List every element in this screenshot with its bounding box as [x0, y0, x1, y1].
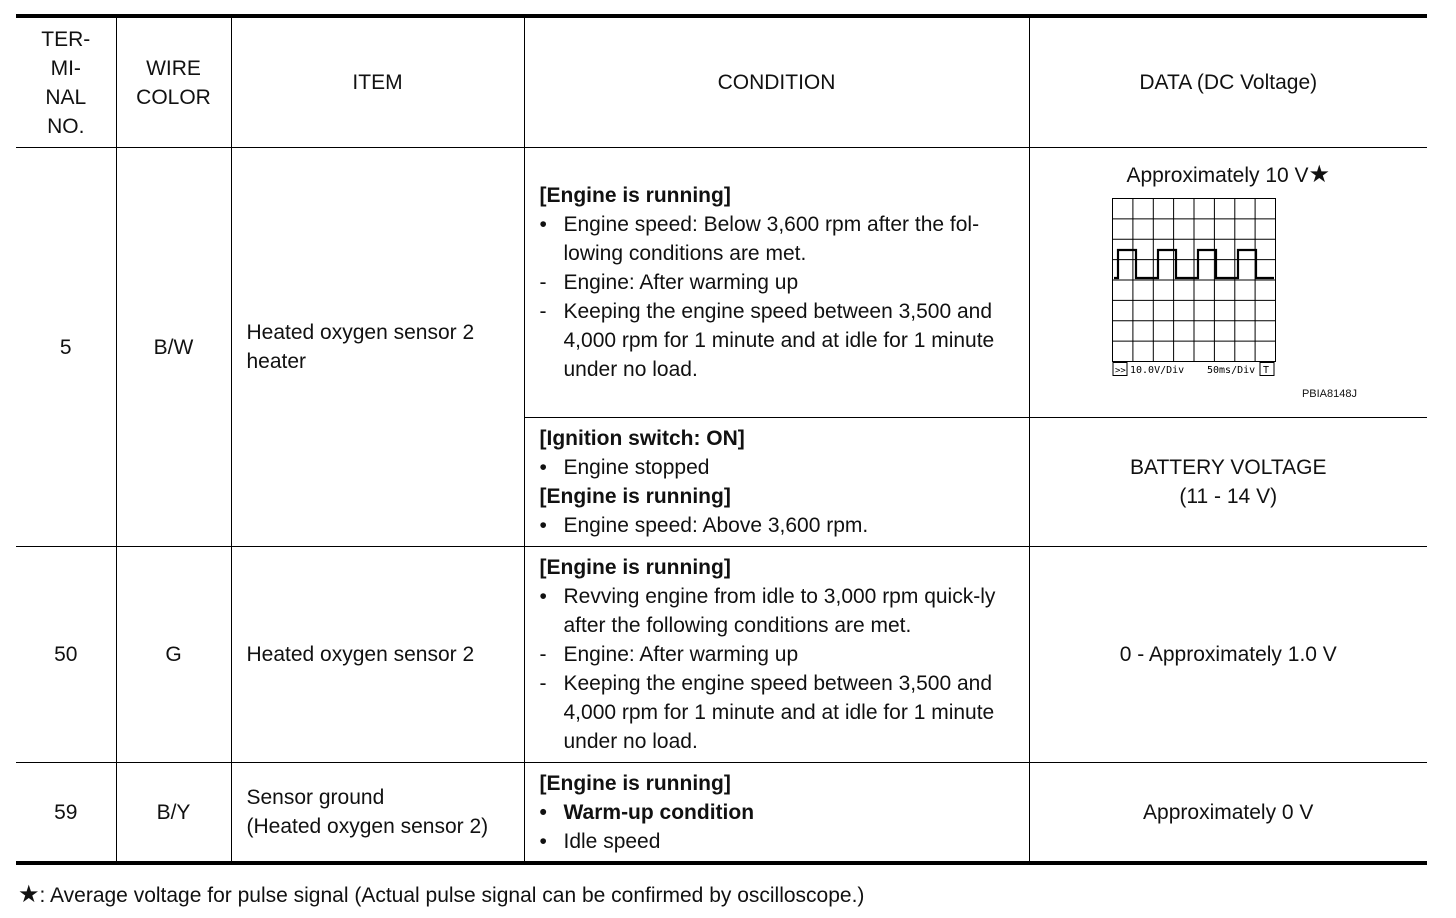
scope-trigger: T: [1262, 365, 1269, 376]
list-item: - Keeping the engine speed between 3,500 and 4,000 rpm for 1 minute and at idle for 1 minute under no load.: [539, 300, 995, 381]
table-row: [16, 763, 1427, 864]
table-row: [16, 148, 1427, 418]
terminal-data-table: [16, 14, 1427, 865]
table-row: [16, 547, 1427, 763]
data-cell: Approximately 0 V: [1029, 763, 1427, 864]
footnote-text: : Average voltage for pulse signal (Actual pulse signal can be confirmed by oscilloscope.): [39, 884, 865, 907]
condition-cell: [Engine is running] • Warm-up condition • Idle speed: [524, 763, 1029, 864]
list-item: - Engine: After warming up: [539, 271, 799, 294]
scope-time-div: 50ms/Div: [1206, 365, 1255, 376]
data-cell: [1029, 148, 1427, 418]
footnote: [18, 880, 864, 911]
condition-cell: [Ignition switch: ON] • Engine stopped [Engine is running] • Engine speed: Above 3,600 rpm.: [524, 418, 1029, 547]
list-item: • Idle speed: [539, 829, 661, 853]
terminal-number: 59: [16, 763, 116, 864]
header-data: DATA (DC Voltage): [1029, 16, 1427, 148]
item-name: Sensor ground (Heated oxygen sensor 2): [231, 763, 524, 864]
condition-cell: [Engine is running] • Engine speed: Below 3,600 rpm after the fol-lowing conditions are met. - Engine: After warming up - Keeping the engine speed between 3,500 and 4,000 rpm for 1 minute and at idle for 1 minute under no load.: [524, 148, 1029, 418]
wire-color: G: [116, 547, 231, 763]
item-name: Heated oxygen sensor 2: [231, 547, 524, 763]
condition-cell: [Engine is running] • Revving engine from idle to 3,000 rpm quick-ly after the following conditions are met. - Engine: After warming up - Keeping the engine speed between 3,500 and 4,000 rpm for 1 minute and at idle for 1 minute under no load.: [524, 547, 1029, 763]
data-cell: 0 - Approximately 1.0 V: [1029, 547, 1427, 763]
data-value: Approximately 10 V★: [1126, 161, 1331, 188]
header-terminal: TER- MI- NAL NO.: [16, 16, 116, 148]
item-name: Heated oxygen sensor 2 heater: [231, 148, 524, 547]
header-wire-color: WIRE COLOR: [116, 16, 231, 148]
scope-marker: >>: [1114, 366, 1126, 376]
list-item: • Engine stopped: [539, 456, 710, 479]
terminal-number: 50: [16, 547, 116, 763]
oscilloscope-waveform: [1112, 198, 1278, 378]
figure-id: PBIA8148J: [1301, 388, 1357, 400]
list-item: - Engine: After warming up: [539, 643, 799, 666]
list-item: • Warm-up condition: [539, 800, 755, 824]
star-icon: ★: [1308, 161, 1331, 188]
list-item: • Revving engine from idle to 3,000 rpm quick-ly after the following conditions are met.: [539, 585, 996, 637]
header-row: [16, 16, 1427, 148]
list-item: • Engine speed: Above 3,600 rpm.: [539, 514, 869, 537]
terminal-number: 5: [16, 148, 116, 547]
header-condition: CONDITION: [524, 16, 1029, 148]
wire-color: B/Y: [116, 763, 231, 864]
list-item: - Keeping the engine speed between 3,500 and 4,000 rpm for 1 minute and at idle for 1 minute under no load.: [539, 672, 995, 753]
header-item: ITEM: [231, 16, 524, 148]
scope-volt-div: 10.0V/Div: [1129, 365, 1184, 376]
star-icon: ★: [18, 881, 40, 908]
list-item: • Engine speed: Below 3,600 rpm after the fol-lowing conditions are met.: [539, 213, 980, 265]
wire-color: B/W: [116, 148, 231, 547]
data-cell: BATTERY VOLTAGE (11 - 14 V): [1029, 418, 1427, 547]
